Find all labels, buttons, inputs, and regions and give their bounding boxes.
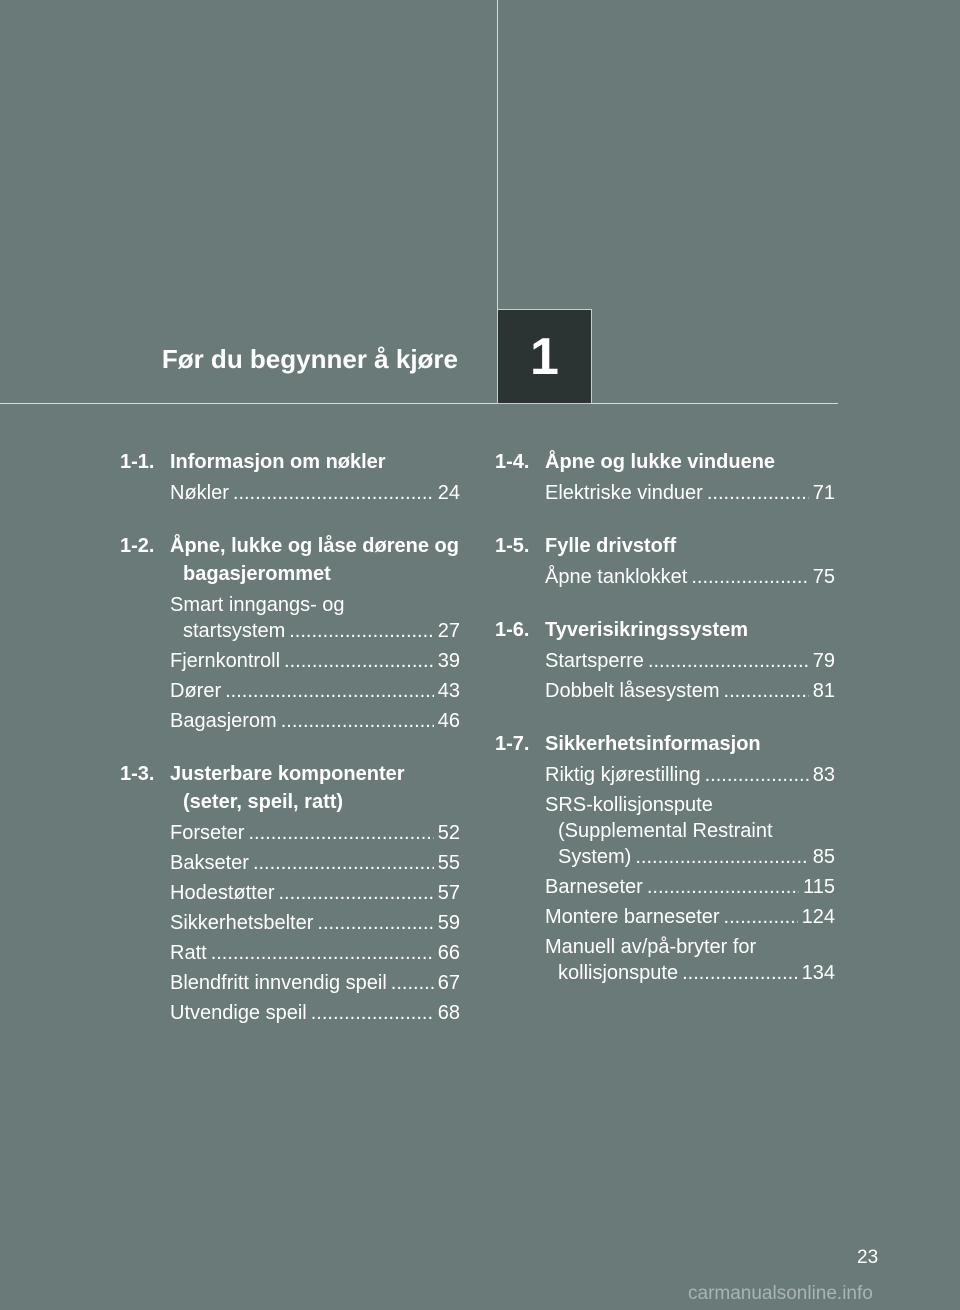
dot-leader bbox=[691, 564, 808, 590]
toc-entry[interactable] bbox=[170, 820, 460, 846]
toc-section bbox=[495, 448, 835, 506]
section-number: 1-7. bbox=[495, 733, 530, 755]
header-divider bbox=[0, 403, 838, 404]
chapter-number: 1 bbox=[530, 327, 559, 386]
watermark: carmanualsonline.info bbox=[688, 1283, 873, 1304]
toc-entry[interactable] bbox=[170, 910, 460, 936]
section-number: 1-2. bbox=[120, 535, 155, 557]
toc-entry[interactable] bbox=[170, 708, 460, 734]
entry-page-number: 59 bbox=[437, 912, 460, 934]
toc-entry[interactable] bbox=[545, 934, 835, 986]
entry-page-number: 134 bbox=[801, 962, 835, 984]
toc-section bbox=[495, 532, 835, 590]
page-number: 23 bbox=[857, 1247, 879, 1268]
toc-entry[interactable] bbox=[170, 1000, 460, 1026]
toc-right-column bbox=[495, 448, 835, 1012]
entry-label: System) bbox=[558, 846, 632, 868]
chapter-title: Før du begynner å kjøre bbox=[161, 344, 458, 374]
section-heading[interactable] bbox=[120, 760, 460, 816]
toc-entry[interactable] bbox=[170, 940, 460, 966]
entry-page-number: 85 bbox=[812, 846, 835, 868]
dot-leader bbox=[724, 904, 798, 930]
section-heading[interactable] bbox=[120, 532, 460, 588]
entry-page-number: 75 bbox=[812, 566, 835, 588]
entry-page-number: 46 bbox=[437, 710, 460, 732]
toc-entry[interactable] bbox=[170, 592, 460, 644]
entry-label: kollisjonspute bbox=[558, 962, 679, 984]
entry-label: Utvendige speil bbox=[170, 1002, 307, 1024]
section-title: Sikkerhetsinformasjon bbox=[545, 733, 761, 755]
entry-label: Sikkerhetsbelter bbox=[170, 912, 314, 934]
dot-leader bbox=[278, 880, 433, 906]
toc-section bbox=[120, 448, 460, 506]
section-title: Åpne og lukke vinduene bbox=[545, 451, 776, 473]
dot-leader bbox=[707, 480, 809, 506]
section-heading[interactable] bbox=[495, 730, 835, 758]
section-number: 1-1. bbox=[120, 451, 155, 473]
entry-page-number: 83 bbox=[812, 764, 835, 786]
section-number: 1-5. bbox=[495, 535, 530, 557]
entry-label: SRS-kollisjonspute bbox=[545, 794, 713, 816]
entry-page-number: 124 bbox=[801, 906, 835, 928]
section-title: Tyverisikringssystem bbox=[545, 619, 749, 641]
toc-left-column bbox=[120, 448, 460, 1052]
entry-page-number: 27 bbox=[437, 620, 460, 642]
section-heading[interactable] bbox=[495, 448, 835, 476]
entry-label: (Supplemental Restraint bbox=[558, 820, 773, 842]
toc-entry[interactable] bbox=[545, 762, 835, 788]
entry-label: Bakseter bbox=[170, 852, 249, 874]
toc-entry[interactable] bbox=[545, 480, 835, 506]
entry-page-number: 68 bbox=[437, 1002, 460, 1024]
dot-leader bbox=[705, 762, 809, 788]
dot-leader bbox=[284, 648, 434, 674]
entry-page-number: 81 bbox=[812, 680, 835, 702]
dot-leader bbox=[211, 940, 434, 966]
section-title: Fylle drivstoff bbox=[545, 535, 677, 557]
entry-page-number: 67 bbox=[437, 972, 460, 994]
dot-leader bbox=[311, 1000, 434, 1026]
dot-leader bbox=[248, 820, 433, 846]
toc-entry[interactable] bbox=[170, 678, 460, 704]
dot-leader bbox=[724, 678, 809, 704]
entry-label: Dobbelt låsesystem bbox=[545, 680, 720, 702]
entry-page-number: 57 bbox=[437, 882, 460, 904]
toc-entry[interactable] bbox=[170, 850, 460, 876]
toc-entry[interactable] bbox=[170, 880, 460, 906]
entry-label: Barneseter bbox=[545, 876, 643, 898]
entry-page-number: 24 bbox=[437, 482, 460, 504]
toc-entry[interactable] bbox=[545, 648, 835, 674]
toc-section bbox=[495, 616, 835, 704]
entry-label: Dører bbox=[170, 680, 222, 702]
entry-label: startsystem bbox=[183, 620, 286, 642]
section-title: Justerbare komponenter (seter, speil, ratt) bbox=[170, 763, 405, 813]
entry-label: Ratt bbox=[170, 942, 207, 964]
section-heading[interactable] bbox=[495, 532, 835, 560]
toc-entry[interactable] bbox=[545, 678, 835, 704]
entry-label: Åpne tanklokket bbox=[545, 566, 688, 588]
entry-label: Blendfritt innvendig speil bbox=[170, 972, 387, 994]
toc-entry[interactable] bbox=[545, 874, 835, 900]
dot-leader bbox=[253, 850, 434, 876]
dot-leader bbox=[289, 618, 434, 644]
dot-leader bbox=[317, 910, 433, 936]
chapter-number-box bbox=[497, 309, 592, 404]
entry-label: Startsperre bbox=[545, 650, 644, 672]
toc-section bbox=[120, 760, 460, 1026]
entry-label: Riktig kjørestilling bbox=[545, 764, 701, 786]
dot-leader bbox=[281, 708, 434, 734]
toc-entry[interactable] bbox=[170, 970, 460, 996]
toc-entry[interactable] bbox=[170, 480, 460, 506]
dot-leader bbox=[635, 844, 808, 870]
dot-leader bbox=[225, 678, 434, 704]
toc-entry[interactable] bbox=[545, 904, 835, 930]
entry-label: Elektriske vinduer bbox=[545, 482, 703, 504]
entry-page-number: 71 bbox=[812, 482, 835, 504]
section-number: 1-6. bbox=[495, 619, 530, 641]
dot-leader bbox=[648, 648, 809, 674]
entry-page-number: 55 bbox=[437, 852, 460, 874]
entry-label: Montere barneseter bbox=[545, 906, 720, 928]
entry-label: Bagasjerom bbox=[170, 710, 277, 732]
dot-leader bbox=[391, 970, 434, 996]
entry-page-number: 66 bbox=[437, 942, 460, 964]
dot-leader bbox=[682, 960, 798, 986]
section-number: 1-3. bbox=[120, 763, 155, 785]
section-title: Informasjon om nøkler bbox=[170, 451, 386, 473]
toc-entry[interactable] bbox=[545, 564, 835, 590]
entry-label: Hodestøtter bbox=[170, 882, 275, 904]
entry-label: Fjernkontroll bbox=[170, 650, 281, 672]
entry-page-number: 43 bbox=[437, 680, 460, 702]
entry-label: Nøkler bbox=[170, 482, 229, 504]
toc-entry[interactable] bbox=[545, 792, 835, 870]
section-heading[interactable] bbox=[120, 448, 460, 476]
entry-page-number: 52 bbox=[437, 822, 460, 844]
toc-entry[interactable] bbox=[170, 648, 460, 674]
entry-page-number: 39 bbox=[437, 650, 460, 672]
section-heading[interactable] bbox=[495, 616, 835, 644]
dot-leader bbox=[647, 874, 799, 900]
entry-label: Manuell av/på-bryter for bbox=[545, 936, 757, 958]
entry-label: Smart inngangs- og bbox=[170, 594, 345, 616]
entry-page-number: 79 bbox=[812, 650, 835, 672]
section-number: 1-4. bbox=[495, 451, 530, 473]
toc-section bbox=[120, 532, 460, 734]
dot-leader bbox=[233, 480, 434, 506]
entry-page-number: 115 bbox=[803, 876, 835, 898]
entry-label: Forseter bbox=[170, 822, 245, 844]
toc-section bbox=[495, 730, 835, 986]
section-title: Åpne, lukke og låse dørene og bagasjerommet bbox=[170, 535, 459, 585]
